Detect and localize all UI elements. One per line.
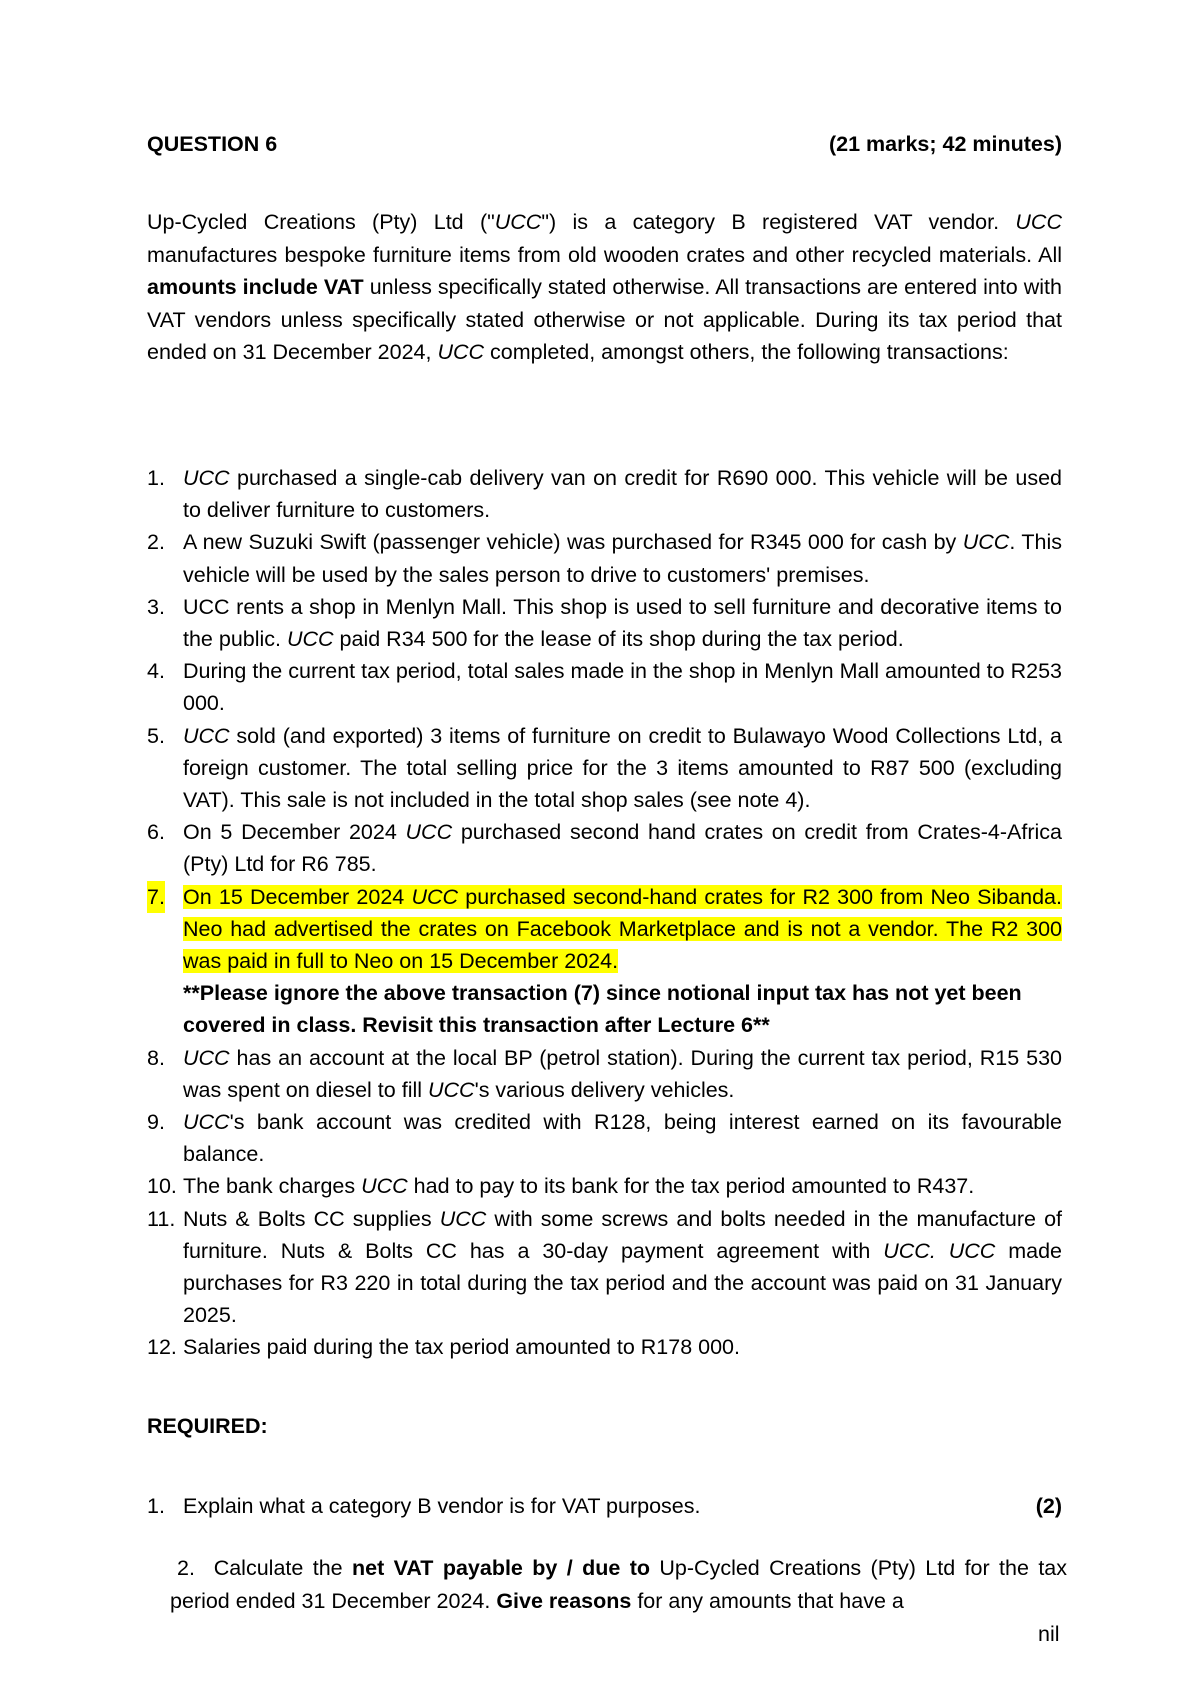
list-item: 6. On 5 December 2024 UCC purchased second hand crates on credit from Crates-4-Africa (Pty) Ltd for R6 785. (147, 820, 1062, 877)
transactions-list (147, 462, 1062, 1364)
list-item: 9. UCC's bank account was credited with R128, being interest earned on its favourable balance. (147, 1110, 1062, 1167)
document-page: QUESTION 6 (21 marks; 42 minutes) Up-Cycled Creations (Pty) Ltd ("UCC") is a category B registered VAT vendor. UCC manufactures bespoke furniture items from old wooden crates and other recycled materials. All amounts include VAT unless specifically stated otherwise. All transactions are entered into with VAT vendors unless specifically stated otherwise or not applicable. During its tax period that ended on 31 December 2024, UCC completed, amongst others, the following transactions: 1. UCC purchased a single-cab delivery van on credit for R690 000. This vehicle will be used to deliver furniture to customers. 2. A new Suzuki Swift (passenger vehicle) was purchased for R345 000 for cash by UCC. This vehicle will be used by the sales person to drive to customers' premises. 3. UCC rents a shop in Menlyn Mall. This shop is used to sell furniture and decorative items to the public. UCC paid R34 500 for the lease of its shop during the tax period. 4. During the current tax period, total sales made in the shop in Menlyn Mall amounted to R253 000. 5. UCC sold (and exported) 3 items of furniture on credit to Bulawayo Wood Collections Ltd, a foreign customer. The total selling price for the 3 items amounted to R87 500 (excluding VAT). This sale is not included in the total shop sales (see note 4). 6. On 5 December 2024 UCC purchased second hand crates on credit from Crates-4-Africa (Pty) Ltd for R6 785. 7. On 15 December 2024 UCC purchased second-hand crates for R2 300 from Neo Sibanda. Neo had advertised the crates on Facebook Marketplace and is not a vendor. The R2 300 was paid in full to Neo on 15 December 2024. **Please ignore the above transaction (7) since notional input tax has not yet been covered in class. Revisit this transaction after Lecture 6** 8. UCC has an account at the local BP (petrol station). During the current tax period, R15 530 was spent on diesel to fill UCC's various delivery vehicles. 9. UCC's bank account was credited with R128, being interest earned on its favourable balance. 10. The bank charges UCC had to pay to its bank for the tax period amounted to R437. 11. Nuts & Bolts CC supplies UCC with some screws and bolts needed in the manufacture of furniture. Nuts & Bolts CC has a 30-day payment agreement with UCC. UCC made purchases for R3 220 in total during the tax period and the account was paid on 31 January 2025. 12. Salaries paid during the tax period amounted to R178 000. REQUIRED: 1. Explain what a category B vendor is for VAT purposes. (2) 2. Calculate the net VAT payable by / due to Up-Cycled Creations (Pty) Ltd for the tax period ended 31 December 2024. Give reasons for any amounts that have a nil (0, 0, 1200, 1696)
list-item: 1. UCC purchased a single-cab delivery van on credit for R690 000. This vehicle will be used to deliver furniture to customers. (147, 466, 1062, 523)
list-item: 10. The bank charges UCC had to pay to its bank for the tax period amounted to R437. (147, 1174, 975, 1199)
list-item: 11. Nuts & Bolts CC supplies UCC with some screws and bolts needed in the manufacture of furniture. Nuts & Bolts CC has a 30-day payment agreement with UCC. UCC made purchases for R3 220 in total during the tax period and the account was paid on 31 January 2025. (147, 1206, 1063, 1328)
nil-text: nil (1038, 1622, 1060, 1646)
question-marks: (21 marks; 42 minutes) (828, 132, 1062, 156)
highlighted-text: On 15 December 2024 UCC purchased second-hand crates for R2 300 from Neo Sibanda. Neo had advertised the crates on Facebook Marketplace and is not a vendor. The R2 300 was paid in full to Neo on 15 December 2024. (183, 884, 1062, 974)
list-item-highlighted: 7. On 15 December 2024 UCC purchased second-hand crates for R2 300 from Neo Sibanda. Neo had advertised the crates on Facebook Marketplace and is not a vendor. The R2 300 was paid in full to Neo on 15 December 2024. **Please ignore the above transaction (7) since notional input tax has not yet been covered in class. Revisit this transaction after Lecture 6** (147, 881, 1062, 1042)
intro-paragraph: Up-Cycled Creations (Pty) Ltd ("UCC") is a category B registered VAT vendor. UCC manufactures bespoke furniture items from old wooden crates and other recycled materials. All amounts include VAT unless specifically stated otherwise. All transactions are entered into with VAT vendors unless specifically stated otherwise or not applicable. During its tax period that ended on 31 December 2024, UCC completed, amongst others, the following transactions: (147, 210, 1062, 364)
list-item: 4. During the current tax period, total sales made in the shop in Menlyn Mall amounted to R253 000. (147, 659, 1062, 716)
required-heading: REQUIRED: (147, 1414, 268, 1438)
list-item: 5. UCC sold (and exported) 3 items of furniture on credit to Bulawayo Wood Collections Ltd, a foreign customer. The total selling price for the 3 items amounted to R87 500 (excluding VAT). This sale is not included in the total shop sales (see note 4). (147, 723, 1062, 813)
question-title: QUESTION 6 (147, 132, 278, 156)
required-question-2: 2. Calculate the net VAT payable by / due to Up-Cycled Creations (Pty) Ltd for the tax period ended 31 December 2024. Give reasons for any amounts that have a (170, 1556, 1067, 1613)
marks-label: (2) (1035, 1494, 1062, 1518)
list-item: 12. Salaries paid during the tax period amounted to R178 000. (147, 1335, 740, 1360)
list-item: 3. UCC rents a shop in Menlyn Mall. This shop is used to sell furniture and decorative items to the public. UCC paid R34 500 for the lease of its shop during the tax period. (147, 594, 1062, 652)
list-item: 8. UCC has an account at the local BP (petrol station). During the current tax period, R15 530 was spent on diesel to fill UCC's various delivery vehicles. (147, 1045, 1062, 1102)
question-heading (147, 128, 1062, 160)
ignore-note: **Please ignore the above transaction (7) since notional input tax has not yet been covered in class. Revisit this transaction after Lecture 6** (183, 981, 1022, 1038)
list-item: 2. A new Suzuki Swift (passenger vehicle) was purchased for R345 000 for cash by UCC. This vehicle will be used by the sales person to drive to customers' premises. (147, 530, 1062, 587)
